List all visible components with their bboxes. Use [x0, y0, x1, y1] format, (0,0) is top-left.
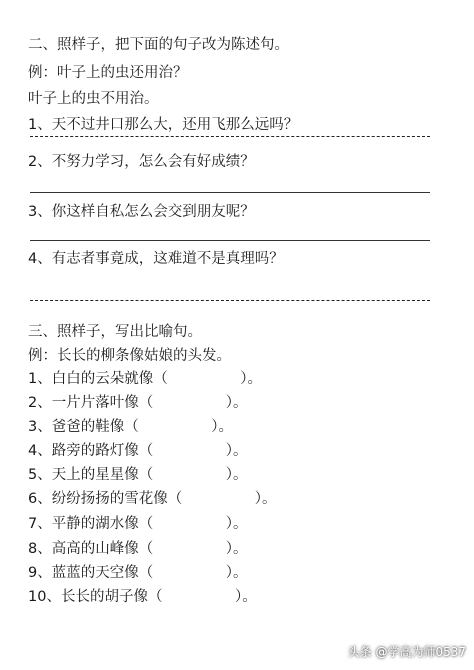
answer-line-4	[30, 300, 430, 301]
simile-item-10: 10、长长的胡子像（ ）。	[28, 589, 257, 605]
section2-item-1: 1、天不过井口那么大，还用飞那么远吗？	[28, 117, 299, 133]
simile-item-3: 3、爸爸的鞋像（ ）。	[28, 419, 233, 435]
simile-item-9: 9、蓝蓝的天空像（ ）。	[28, 565, 248, 581]
section2-title: 二、照样子，把下面的句子改为陈述句。	[28, 37, 289, 53]
section2-example-question: 例：叶子上的虫还用治？	[28, 65, 188, 81]
answer-line-1	[30, 136, 430, 137]
simile-item-5: 5、天上的星星像（ ）。	[28, 467, 248, 483]
section3-title: 三、照样子，写出比喻句。	[28, 324, 202, 340]
section3-example: 例：长长的柳条像姑娘的头发。	[28, 348, 231, 364]
simile-item-6: 6、纷纷扬扬的雪花像（ ）。	[28, 491, 277, 507]
section2-item-4: 4、有志者事竟成，这难道不是真理吗？	[28, 251, 284, 267]
simile-item-8: 8、高高的山峰像（ ）。	[28, 541, 248, 557]
section2-item-2: 2、不努力学习，怎么会有好成绩？	[28, 154, 255, 170]
simile-item-2: 2、一片片落叶像（ ）。	[28, 395, 248, 411]
simile-item-7: 7、平静的湖水像（ ）。	[28, 516, 248, 532]
answer-line-2	[30, 192, 430, 193]
answer-line-3	[30, 240, 430, 241]
simile-item-4: 4、路旁的路灯像（ ）。	[28, 443, 248, 459]
section2-example-answer: 叶子上的虫不用治。	[28, 91, 159, 107]
watermark-text: 头条 @学高为师0537	[347, 645, 466, 659]
simile-item-1: 1、白白的云朵就像（ ）。	[28, 371, 262, 387]
section2-item-3: 3、你这样自私怎么会交到朋友呢？	[28, 204, 255, 220]
